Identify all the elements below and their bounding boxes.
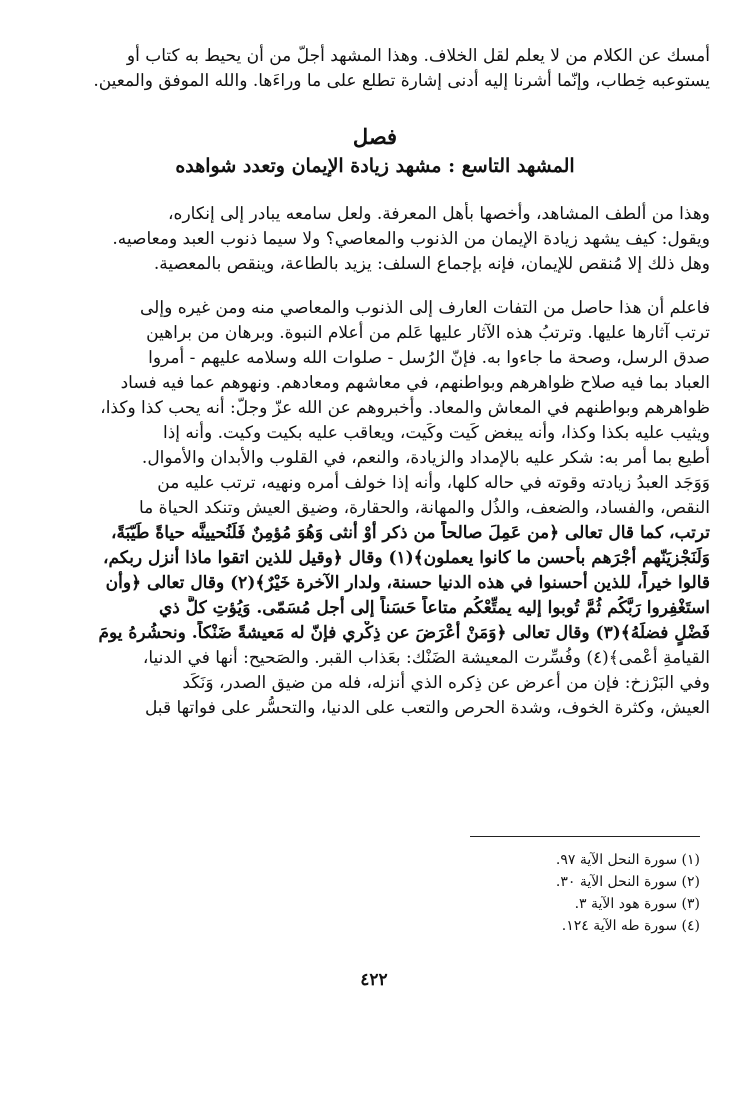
- footnote-item: (١) سورة النحل الآية ٩٧.: [555, 852, 700, 868]
- text-line: استَغْفِروا رَبَّكُم ثُمَّ تُوبوا إليه يمتِّعْكُم متاعاً حَسَناً إلى أجل مُسَمّى. وَيُؤتِ كلَّ ذي: [159, 598, 710, 618]
- text-line: القيامةِ أعْمى﴾(٤) وفُسِّرت المعيشة الضَنْك: بعَذاب القبر. والصَحيح: أنها في الدنيا،: [142, 648, 710, 668]
- text-line: العباد بما فيه صلاح ظواهرهم وبواطنهم، في معاشهم ومعادهم. ونهوهم عما فيه فساد: [120, 373, 710, 393]
- text-line: قالوا خيراً، للذين أحسنوا في هذه الدنيا حسنة، ولدار الآخرة خَيْرٌ﴾(٢) وقال تعالى ﴿وأن: [105, 573, 710, 593]
- text-line: ويثيب عليه بكذا وكذا، وأنه يبغض كَيت وكَيت، ويعاقب عليه بكيت وكيت. وأنه إذا: [163, 423, 710, 443]
- section-heading: [40, 122, 710, 180]
- text-line: فاعلم أن هذا حاصل من التفات العارف إلى الذنوب والمعاصي منه ومن غيره وإلى: [140, 298, 710, 318]
- footnote-item: (٤) سورة طه الآية ١٢٤.: [561, 918, 700, 934]
- text-line: النقص، والفساد، والضعف، والذُل والمهانة، والحقارة، وضيق العيش وتنكد الحياة ما: [138, 498, 710, 518]
- footnote-item: (٣) سورة هود الآية ٣.: [574, 896, 700, 912]
- text-line: وفي البَرْزخ: فإن من أعرض عن ذِكره الذي أنزله، فله من ضيق الصدر، وَنَكَد: [182, 673, 710, 693]
- text-line: ترتب، كما قال تعالى ﴿من عَمِلَ صالحاً من ذكر أوْ أنثى وَهُوَ مُؤمِنٌ فَلَنُحيينَّه حياةً طَيّبَةً،: [111, 523, 710, 543]
- text-line: ترتب آثارها عليها. وترتبُ هذه الآثار عليها عَلم من أعلام النبوة. وبرهان من براهين: [146, 323, 710, 343]
- footnote-item: (٢) سورة النحل الآية ٣٠.: [555, 874, 700, 890]
- text-line: وهذا من ألطف المشاهد، وأخصها بأهل المعرفة. ولعل سامعه يبادر إلى إنكاره،: [168, 204, 710, 224]
- page-number: ٤٢٢: [360, 970, 388, 990]
- text-line: فَضْلٍ فضلَهُ﴾(٣) وقال تعالى ﴿وَمَنْ أعْرَضَ عن ذِكْري فإنّ له مَعيشةً ضَنْكاً. ونحشُرهُ يومَ: [98, 623, 710, 643]
- footnote-divider: [470, 836, 700, 837]
- footnotes: [380, 849, 700, 937]
- text-line: العيش، وكثرة الخوف، وشدة الحرص والتعب على الدنيا، والتحسُّر على فواتها قبل: [144, 698, 710, 718]
- text-line: ويقول: كيف يشهد زيادة الإيمان من الذنوب والمعاصي؟ ولا سيما ذنوب العبد ومعاصيه.: [112, 229, 710, 249]
- section-title: فصل: [352, 124, 398, 149]
- text-line: وَلَنَجْزيَنّهم أَجْرَهم بأحسن ما كانوا يعملون﴾(١) وقال ﴿وقيل للذين اتقوا ماذا أنزل ربكم،: [103, 548, 710, 568]
- text-line: وَوَجَد العبدُ زيادته وقوته في حاله كلها، وأنه إذا خولف أمره ونهيه، ترتب عليه من: [157, 473, 710, 493]
- paragraph-zero: [40, 202, 710, 277]
- section-subtitle: المشهد التاسع : مشهد زيادة الإيمان وتعدد شواهده: [175, 155, 575, 177]
- paragraph-main: [40, 296, 710, 721]
- text-line: يستوعبه خِطاب، وإنّما أشرنا إليه أدنى إشارة تطلع على ما وراءَها. والله الموفق والمعين.: [93, 71, 710, 91]
- text-line: صدق الرسل، وصحة ما جاءوا به. فإنّ الرُسل - صلوات الله وسلامه عليهم - أمروا: [148, 348, 710, 368]
- text-line: ظواهرهم وبواطنهم في المعاش والمعاد. وأخبروهم عن الله عزّ وجلّ: أنه يحب كذا وكذا،: [100, 398, 710, 418]
- intro-paragraph: [40, 44, 710, 94]
- text-line: أُطيع بما أمر به: شكر عليه بالإمداد والزيادة، والنعم، في القلوب والأبدان والأموال.: [141, 448, 710, 468]
- text-line: أمسك عن الكلام من لا يعلم لقل الخلاف. وهذا المشهد أجلّ من أن يحيط به كتاب أو: [126, 46, 710, 66]
- text-line: وهل ذلك إلا مُنقص للإيمان، فإنه بإجماع السلف: يزيد بالطاعة، وينقص بالمعصية.: [153, 254, 710, 274]
